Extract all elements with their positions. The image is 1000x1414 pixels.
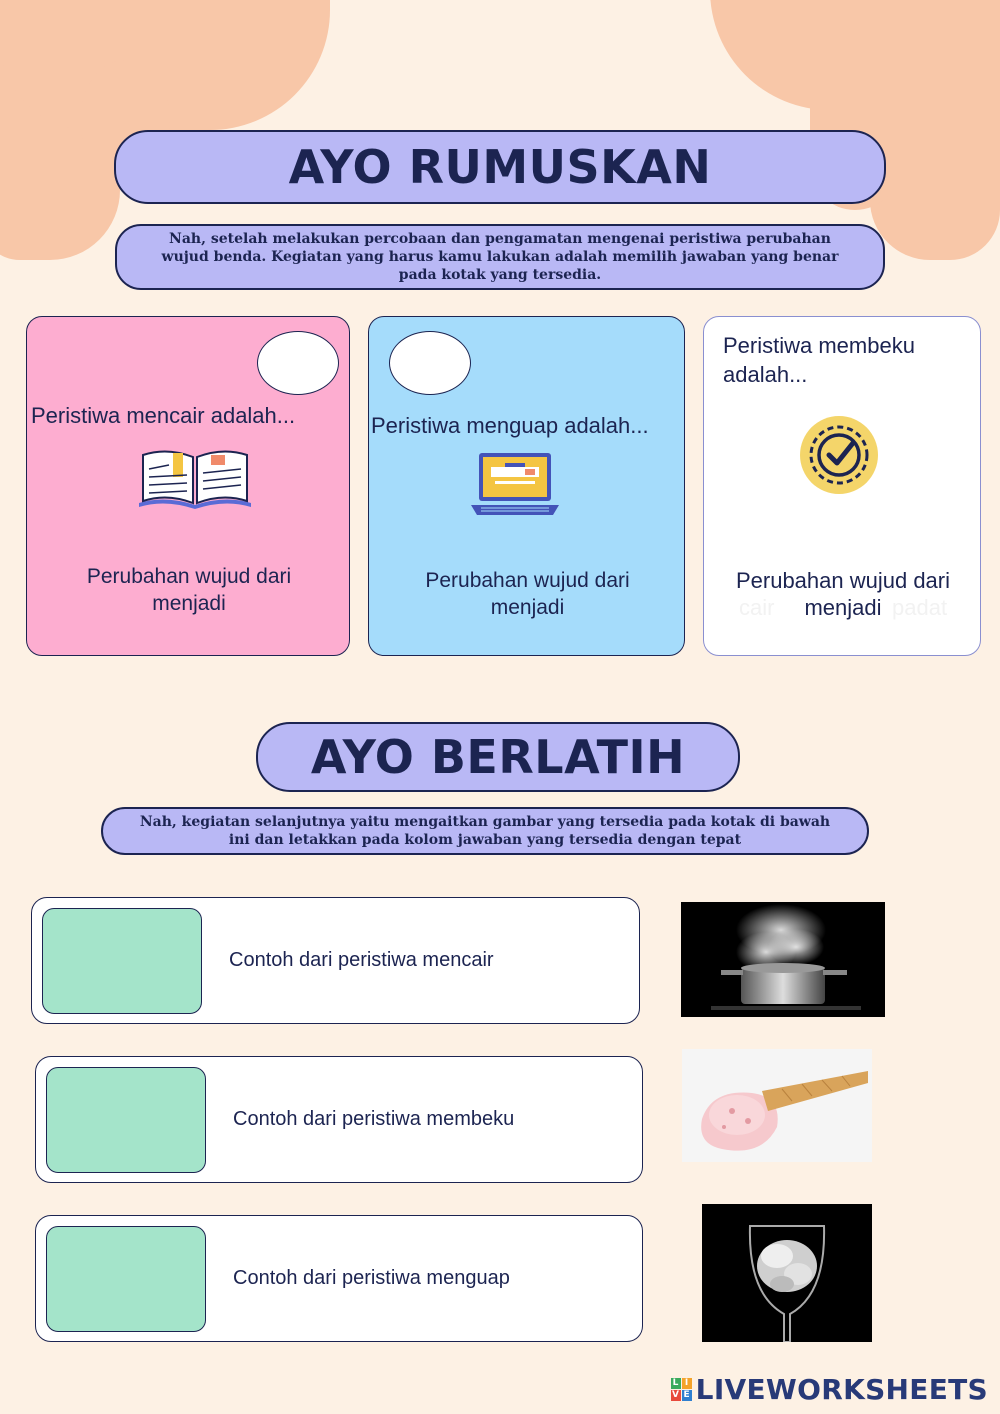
drop-zone[interactable] xyxy=(46,1226,206,1332)
melted-ice-cream-image[interactable] xyxy=(682,1049,872,1162)
drop-zone[interactable] xyxy=(46,1067,206,1173)
question-text: Peristiwa menguap adalah... xyxy=(371,413,649,438)
answer-text xyxy=(369,567,686,621)
answer-line1: Perubahan wujud dari xyxy=(735,568,951,593)
row-label: Contoh dari peristiwa mencair xyxy=(229,949,494,971)
question-line2: adalah... xyxy=(723,362,808,387)
section2-intro: Nah, kegiatan selanjutnya yaitu mengaitkan gambar yang tersedia pada kotak di bawah ini dan letakkan pada kolom jawaban yang tersedia dengan tepat xyxy=(101,807,869,855)
answer-oval-menguap[interactable] xyxy=(389,331,471,395)
ice-in-glass-image[interactable] xyxy=(702,1204,872,1342)
brand-name: LIVEWORKSHEETS xyxy=(695,1373,988,1406)
book-icon xyxy=(135,445,255,511)
row-label: Contoh dari peristiwa menguap xyxy=(233,1267,510,1289)
drop-zone[interactable] xyxy=(42,908,202,1014)
answer-line2-row xyxy=(704,594,982,621)
question-line1: Peristiwa membeku xyxy=(723,333,915,358)
logo-letter: I xyxy=(682,1378,692,1389)
steaming-pot-image[interactable] xyxy=(681,902,885,1017)
answer-text xyxy=(27,563,351,617)
question-text xyxy=(723,331,915,389)
laptop-icon xyxy=(469,451,561,521)
section1-intro: Nah, setelah melakukan percobaan dan pengamatan mengenai peristiwa perubahan wujud benda. Kegiatan yang harus kamu lakukan adalah memilih jawaban yang benar pada kotak yang tersedia. xyxy=(115,224,885,290)
answer-line2: menjadi xyxy=(152,592,226,615)
question-card-menguap xyxy=(368,316,685,656)
answer-row-mencair xyxy=(31,897,640,1024)
answer-line1: Perubahan wujud dari xyxy=(425,569,630,592)
logo-letter: V xyxy=(672,1390,680,1400)
question-card-mencair xyxy=(26,316,350,656)
answer-oval-mencair[interactable] xyxy=(257,331,339,395)
checkmark-badge-icon xyxy=(799,415,879,495)
answer-line2: menjadi xyxy=(490,596,565,619)
faded-answer-padat: padat xyxy=(892,595,948,620)
logo-letter: E xyxy=(683,1390,690,1400)
faded-answer-cair: cair xyxy=(739,595,775,620)
answer-text xyxy=(704,567,982,621)
question-text: Peristiwa mencair adalah... xyxy=(31,403,296,428)
liveworksheets-logo xyxy=(671,1373,988,1406)
answer-row-menguap xyxy=(35,1215,643,1342)
live-logo-icon xyxy=(671,1378,692,1401)
question-card-membeku xyxy=(703,316,981,656)
logo-letter: L xyxy=(672,1378,679,1388)
answer-line2: menjadi xyxy=(804,595,882,620)
answer-row-membeku xyxy=(35,1056,643,1183)
answer-line1: Perubahan wujud dari xyxy=(86,565,292,588)
section1-title: AYO RUMUSKAN xyxy=(114,130,886,204)
section2-title: AYO BERLATIH xyxy=(256,722,740,792)
row-label: Contoh dari peristiwa membeku xyxy=(233,1108,515,1130)
